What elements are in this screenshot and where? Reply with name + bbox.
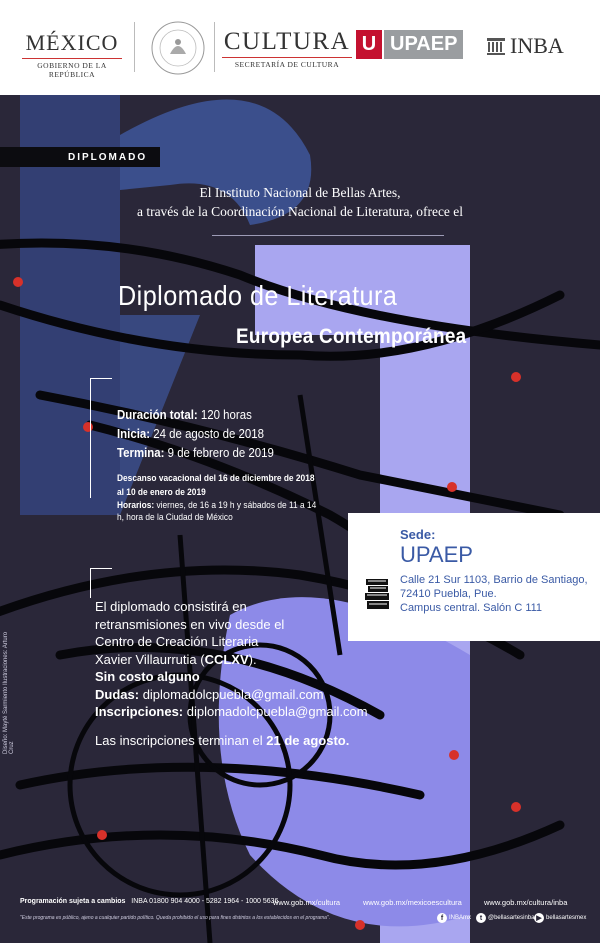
title-line-2: Europea Contemporánea — [236, 325, 467, 348]
dudas-email[interactable]: diplomadolcpuebla@gmail.com — [142, 686, 324, 702]
social-twitter[interactable]: t @bellasartesinba — [476, 913, 534, 923]
link-mexicoescultura[interactable]: www.gob.mx/mexicoescultura — [363, 898, 462, 907]
bracket-decoration — [90, 568, 112, 598]
description: El diplomado consistirá en retransmisiones en vivo desde el Centro de Creación Literaria Xavier Villaurrutia (CCLXV). Sin costo alguno Dudas: diplomadolcpuebla@gmail.com Inscripciones: diplomadolcpuebla@gmail.com — [95, 599, 368, 719]
venue-address: Calle 21 Sur 1103, Barrio de Santiago, 72410 Puebla, Pue. Campus central. Salón C 111 — [400, 574, 588, 614]
divider — [134, 22, 135, 72]
divider — [214, 22, 215, 72]
upaep-logo[interactable]: U UPAEP — [356, 30, 463, 59]
twitter-icon: t — [476, 913, 486, 923]
poster — [0, 95, 600, 943]
inscripciones-email[interactable]: diplomadolcpuebla@gmail.com — [186, 704, 368, 719]
youtube-icon: ▶ — [534, 913, 544, 923]
inba-building-icon — [486, 36, 506, 56]
bracket-decoration — [90, 378, 112, 498]
schedule-hours: Horarios: viernes, de 16 a 19 h y sábados de 11 a 14 h, hora de la Ciudad de México — [117, 500, 317, 523]
social-youtube[interactable]: ▶ bellasartesmex — [534, 913, 586, 923]
footer-disclaimer: "Este programa es público, ajeno a cualquier partido político. Queda prohibido el uso para fines distintos a los establecidos en el programa". — [20, 915, 331, 921]
intro-divider — [212, 235, 444, 236]
footer-contact: Programación sujeta a cambios INBA 01800 904 4000 - 5282 1964 - 1000 5636 — [20, 898, 279, 905]
schedule-block: Duración total: 120 horas Inicia: 24 de agosto de 2018 Termina: 9 de febrero de 2019 — [117, 407, 274, 460]
link-cultura[interactable]: www.gob.mx/cultura — [273, 898, 341, 907]
vacation-note: Descanso vacacional del 16 de diciembre de 2018 al 10 de enero de 2019 — [117, 473, 315, 498]
link-inba[interactable]: www.gob.mx/cultura/inba — [484, 898, 568, 907]
inba-logo[interactable]: INBA — [486, 33, 564, 59]
venue-card: Sede: UPAEP Calle 21 Sur 1103, Barrio de Santiago, 72410 Puebla, Pue. Campus central. Salón C 111 — [348, 513, 600, 641]
books-icon — [364, 577, 392, 611]
design-credits: Diseño: Mayté Sarmiento Ilustraciones: Arturo Cruz — [3, 631, 15, 754]
facebook-icon: f — [437, 913, 447, 923]
deadline-note: Las inscripciones terminan el 21 de agosto. — [95, 733, 350, 748]
header — [0, 0, 600, 95]
social-facebook[interactable]: f INBAmx — [437, 913, 471, 923]
title-line-1: Diplomado de Literatura — [118, 280, 398, 311]
diplomado-tag: DIPLOMADO — [0, 147, 160, 167]
intro-text: El Instituto Nacional de Bellas Artes, a través de la Coordinación Nacional de Literatura, ofrece el — [136, 185, 464, 219]
coat-of-arms-icon — [150, 20, 206, 76]
mexico-logo[interactable]: MÉXICO GOBIERNO DE LA REPÚBLICA — [22, 30, 122, 79]
cultura-logo[interactable]: CULTURA SECRETARÍA DE CULTURA — [223, 28, 351, 69]
